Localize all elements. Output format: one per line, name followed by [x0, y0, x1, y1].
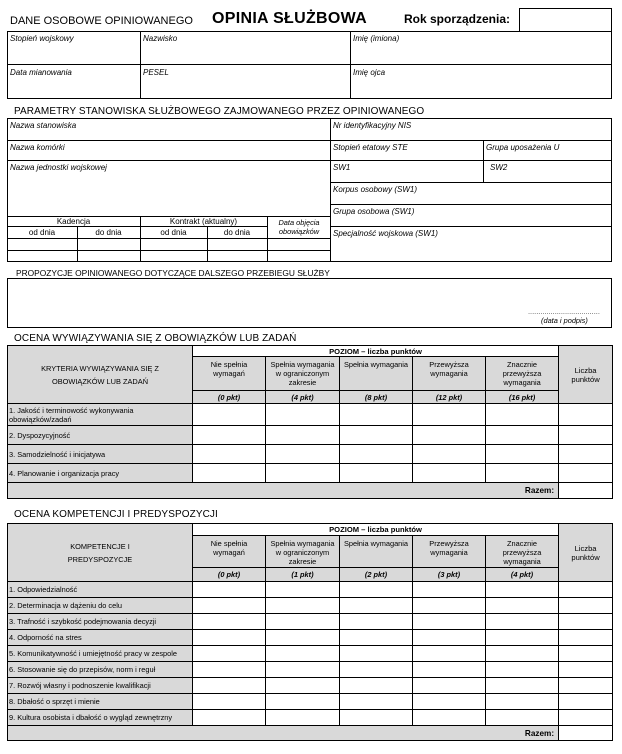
personal-data-box: [7, 31, 612, 99]
duties-points-3: (12 pkt): [413, 391, 486, 404]
score-cell[interactable]: [266, 445, 340, 464]
competence-row-label: 2. Determinacja w dążeniu do celu: [8, 598, 193, 614]
score-cell[interactable]: [266, 694, 340, 710]
score-cell[interactable]: [413, 598, 486, 614]
cell-name-field[interactable]: Nazwa komórki: [10, 143, 65, 152]
contract-to-label: do dnia: [223, 228, 251, 237]
sw1-field[interactable]: SW1: [333, 163, 351, 172]
score-cell[interactable]: [340, 404, 413, 426]
score-cell[interactable]: [340, 598, 413, 614]
score-cell[interactable]: [413, 404, 486, 426]
score-cell[interactable]: [193, 710, 266, 726]
ste-rank-field[interactable]: Stopień etatowy STE: [333, 143, 408, 152]
score-cell[interactable]: [193, 678, 266, 694]
competences-points-4: (4 pkt): [486, 568, 559, 582]
position-section-title: PARAMETRY STANOWISKA SŁUŻBOWEGO ZAJMOWANEGO PRZEZ OPINIOWANEGO: [14, 106, 425, 117]
score-cell[interactable]: [193, 445, 266, 464]
score-cell[interactable]: [413, 694, 486, 710]
score-cell[interactable]: [486, 582, 559, 598]
duties-total-field[interactable]: [559, 483, 613, 499]
table-row: [8, 464, 613, 483]
surname-field[interactable]: Nazwisko: [143, 34, 178, 43]
contract-from-label: od dnia: [160, 228, 187, 237]
score-cell[interactable]: [486, 404, 559, 426]
score-cell[interactable]: [266, 426, 340, 445]
cadence-label: Kadencja: [56, 217, 91, 226]
competences-level-header: POZIOM – liczba punktów: [193, 524, 559, 536]
competences-total-field[interactable]: [559, 726, 613, 741]
points-cell[interactable]: [559, 404, 613, 426]
score-cell[interactable]: [340, 582, 413, 598]
competences-points-2: (2 pkt): [340, 568, 413, 582]
score-cell[interactable]: [340, 646, 413, 662]
table-row: [8, 598, 613, 614]
personal-data-title: DANE OSOBOWE OPINIOWANEGO: [10, 15, 193, 27]
signature-dots: ...................................: [528, 307, 600, 316]
date-signature-label: (data i podpis): [541, 316, 588, 325]
pay-group-field[interactable]: Grupa uposażenia U: [486, 143, 560, 152]
score-cell[interactable]: [266, 630, 340, 646]
competence-row-label: 5. Komunikatywność i umiejętność pracy w zespole: [8, 646, 193, 662]
competences-level-1: Spełnia wymagania w ograniczonym zakresie: [266, 536, 340, 568]
score-cell[interactable]: [340, 614, 413, 630]
points-cell[interactable]: [559, 464, 613, 483]
score-cell[interactable]: [413, 630, 486, 646]
duties-row-label: 3. Samodzielność i inicjatywa: [8, 445, 193, 464]
score-cell[interactable]: [486, 694, 559, 710]
score-cell[interactable]: [266, 404, 340, 426]
duties-level-3: Przewyższa wymagania: [413, 357, 486, 391]
competence-row-label: 4. Odporność na stres: [8, 630, 193, 646]
score-cell[interactable]: [193, 694, 266, 710]
score-cell[interactable]: [486, 614, 559, 630]
points-cell[interactable]: [559, 445, 613, 464]
cadence-from-label: od dnia: [28, 228, 56, 237]
score-cell[interactable]: [340, 445, 413, 464]
duties-count-header: Liczba punktów: [559, 346, 613, 404]
score-cell[interactable]: [266, 614, 340, 630]
score-cell[interactable]: [340, 710, 413, 726]
table-row: [8, 678, 613, 694]
table-row: [8, 662, 613, 678]
competence-row-label: 1. Odpowiedzialność: [8, 582, 193, 598]
table-row: [8, 445, 613, 464]
competences-level-2: Spełnia wymagania: [340, 536, 413, 568]
competences-total-label: Razem:: [8, 726, 559, 741]
table-row: [8, 694, 613, 710]
points-cell[interactable]: [559, 426, 613, 445]
score-cell[interactable]: [193, 646, 266, 662]
competences-points-0: (0 pkt): [193, 568, 266, 582]
score-cell[interactable]: [193, 464, 266, 483]
score-cell[interactable]: [413, 464, 486, 483]
score-cell[interactable]: [193, 662, 266, 678]
duties-level-1: Spełnia wymagania w ograniczonym zakresie: [266, 357, 340, 391]
duties-table: [7, 345, 613, 499]
score-cell[interactable]: [486, 445, 559, 464]
score-cell[interactable]: [413, 662, 486, 678]
competences-count-header: Liczba punktów: [559, 524, 613, 582]
competence-row-label: 8. Dbałość o sprzęt i mienie: [8, 694, 193, 710]
score-cell[interactable]: [266, 582, 340, 598]
score-cell[interactable]: [193, 582, 266, 598]
points-cell[interactable]: [559, 582, 613, 598]
duties-points-2: (8 pkt): [340, 391, 413, 404]
group-field[interactable]: Grupa osobowa (SW1): [333, 207, 415, 216]
score-cell[interactable]: [266, 662, 340, 678]
score-cell[interactable]: [413, 710, 486, 726]
duties-points-4: (16 pkt): [486, 391, 559, 404]
points-cell[interactable]: [559, 630, 613, 646]
cadence-to-label: do dnia: [95, 228, 122, 237]
score-cell[interactable]: [486, 630, 559, 646]
score-cell[interactable]: [266, 598, 340, 614]
score-cell[interactable]: [266, 646, 340, 662]
page-title: OPINIA SŁUŻBOWA: [212, 10, 368, 27]
position-name-field[interactable]: Nazwa stanowiska: [10, 121, 77, 130]
specialty-field[interactable]: Specjalność wojskowa (SW1): [333, 229, 438, 238]
table-row: [8, 614, 613, 630]
score-cell[interactable]: [413, 445, 486, 464]
rank-field[interactable]: Stopień wojskowy: [10, 34, 74, 43]
duties-row-label: 4. Planowanie i organizacja pracy: [8, 464, 193, 483]
table-row: [8, 710, 613, 726]
table-row: [8, 582, 613, 598]
contract-label: Kontrakt (aktualny): [169, 217, 238, 226]
duties-total-label: Razem:: [8, 483, 559, 499]
score-cell[interactable]: [193, 598, 266, 614]
proposals-title: PROPOZYCJE OPINIOWANEGO DOTYCZĄCE DALSZEGO PRZEBIEGU SŁUŻBY: [16, 268, 330, 278]
score-cell[interactable]: [340, 630, 413, 646]
points-cell[interactable]: [559, 694, 613, 710]
duties-level-0: Nie spełnia wymagań: [193, 357, 266, 391]
duties-criteria-header: KRYTERIA WYWIĄZYWANIA SIĘ Z OBOWIĄZKÓW LUB ZADAŃ: [8, 346, 193, 404]
score-cell[interactable]: [193, 404, 266, 426]
competences-table: [7, 523, 613, 741]
table-row: [8, 426, 613, 445]
score-cell[interactable]: [486, 678, 559, 694]
date-taken-label: Data objęcia obowiązków: [278, 218, 320, 236]
duties-row-label: 1. Jakość i terminowość wykonywania obowiązków/zadań: [8, 404, 193, 426]
competences-level-0: Nie spełnia wymagań: [193, 536, 266, 568]
competence-row-label: 6. Stosowanie się do przepisów, norm i reguł: [8, 662, 193, 678]
score-cell[interactable]: [413, 426, 486, 445]
unit-name-field[interactable]: Nazwa jednostki wojskowej: [10, 163, 107, 172]
duties-row-label: 2. Dyspozycyjność: [8, 426, 193, 445]
competences-criteria-header: KOMPETENCJE I PREDYSPOZYCJE: [8, 524, 193, 582]
score-cell[interactable]: [413, 678, 486, 694]
score-cell[interactable]: [486, 710, 559, 726]
year-label: Rok sporządzenia:: [404, 12, 511, 26]
first-names-field[interactable]: Imię (imiona): [353, 34, 400, 43]
duties-level-4: Znacznie przewyższa wymagania: [486, 357, 559, 391]
duties-points-0: (0 pkt): [193, 391, 266, 404]
score-cell[interactable]: [413, 582, 486, 598]
points-cell[interactable]: [559, 710, 613, 726]
score-cell[interactable]: [193, 426, 266, 445]
score-cell[interactable]: [266, 710, 340, 726]
competences-section-title: OCENA KOMPETENCJI I PREDYSPOZYCJI: [14, 509, 218, 520]
proposals-field[interactable]: [7, 278, 612, 328]
duties-level-header: POZIOM – liczba punktów: [193, 346, 559, 357]
score-cell[interactable]: [266, 464, 340, 483]
points-cell[interactable]: [559, 678, 613, 694]
score-cell[interactable]: [486, 598, 559, 614]
score-cell[interactable]: [340, 662, 413, 678]
competences-points-1: (1 pkt): [266, 568, 340, 582]
table-row: [8, 646, 613, 662]
score-cell[interactable]: [193, 614, 266, 630]
competence-row-label: 7. Rozwój własny i podnoszenie kwalifikacji: [8, 678, 193, 694]
score-cell[interactable]: [486, 426, 559, 445]
duties-points-1: (4 pkt): [266, 391, 340, 404]
duties-section-title: OCENA WYWIĄZYWANIA SIĘ Z OBOWIĄZKÓW LUB ZADAŃ: [14, 333, 297, 344]
score-cell[interactable]: [340, 678, 413, 694]
year-field[interactable]: [519, 8, 612, 32]
points-cell[interactable]: [559, 662, 613, 678]
father-name-field[interactable]: Imię ojca: [353, 68, 386, 77]
competences-level-3: Przewyższa wymagania: [413, 536, 486, 568]
table-row: [8, 630, 613, 646]
table-row: [8, 404, 613, 426]
points-cell[interactable]: [559, 646, 613, 662]
score-cell[interactable]: [193, 630, 266, 646]
score-cell[interactable]: [413, 614, 486, 630]
competence-row-label: 3. Trafność i szybkość podejmowania decyzji: [8, 614, 193, 630]
score-cell[interactable]: [340, 464, 413, 483]
pesel-field[interactable]: PESEL: [143, 68, 169, 77]
nis-id-field[interactable]: Nr identyfikacyjny NIS: [333, 121, 412, 130]
score-cell[interactable]: [486, 662, 559, 678]
score-cell[interactable]: [486, 464, 559, 483]
score-cell[interactable]: [340, 694, 413, 710]
sw2-field[interactable]: SW2: [490, 163, 508, 172]
score-cell[interactable]: [486, 646, 559, 662]
competences-points-3: (3 pkt): [413, 568, 486, 582]
score-cell[interactable]: [413, 646, 486, 662]
points-cell[interactable]: [559, 614, 613, 630]
score-cell[interactable]: [340, 426, 413, 445]
duties-level-2: Spełnia wymagania: [340, 357, 413, 391]
competences-level-4: Znacznie przewyższa wymagania: [486, 536, 559, 568]
points-cell[interactable]: [559, 598, 613, 614]
corps-field[interactable]: Korpus osobowy (SW1): [333, 185, 418, 194]
appointment-date-field[interactable]: Data mianowania: [10, 68, 72, 77]
competence-row-label: 9. Kultura osobista i dbałość o wygląd zewnętrzny: [8, 710, 193, 726]
score-cell[interactable]: [266, 678, 340, 694]
